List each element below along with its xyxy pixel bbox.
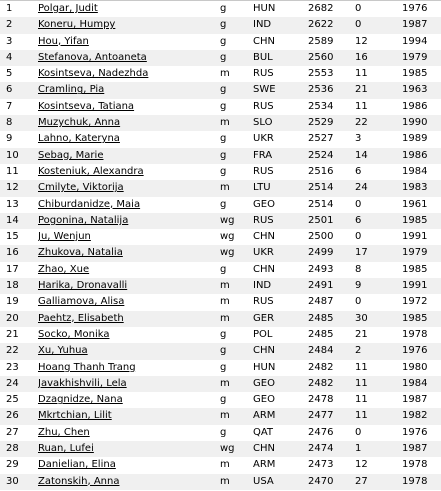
rating-cell: 2474 [308,443,334,455]
rating-cell: 2501 [308,214,334,226]
title-cell: m [220,182,230,194]
table-row [0,360,441,376]
rating-cell: 2529 [308,117,334,129]
federation-cell: QAT [253,426,274,438]
birth-year-cell: 1982 [402,410,428,422]
birth-year-cell: 1987 [402,394,428,406]
title-cell: g [220,361,227,373]
games-cell: 21 [355,84,368,96]
table-row [0,148,441,164]
name-cell [38,278,216,294]
player-name-link[interactable]: Dzagnidze, Nana [38,394,123,406]
federation-cell: GER [253,312,275,324]
rank-cell: 10 [6,149,19,161]
title-cell: g [220,263,227,275]
games-cell: 11 [355,394,368,406]
rank-cell: 30 [6,475,19,487]
birth-year-cell: 1987 [402,19,428,31]
games-cell: 0 [355,3,362,14]
player-name-link[interactable]: Hou, Yifan [38,35,89,47]
table-row [0,311,441,327]
games-cell: 11 [355,410,368,422]
games-cell: 11 [355,68,368,80]
rank-cell: 19 [6,296,19,308]
rating-cell: 2514 [308,182,334,194]
federation-cell: UKR [253,133,274,145]
rating-cell: 2622 [308,19,334,31]
name-cell [38,50,216,66]
federation-cell: HUN [253,3,276,14]
rating-cell: 2484 [308,345,334,357]
table-row [0,425,441,441]
name-cell [38,441,216,457]
rating-cell: 2493 [308,263,334,275]
name-cell [38,115,216,131]
rating-cell: 2487 [308,296,334,308]
games-cell: 30 [355,312,368,324]
birth-year-cell: 1986 [402,149,428,161]
birth-year-cell: 1976 [402,3,428,14]
player-name-link[interactable]: Kosintseva, Nadezhda [38,68,149,80]
player-name-link[interactable]: Paehtz, Elisabeth [38,312,124,324]
rank-cell: 5 [6,68,13,80]
title-cell: m [220,68,230,80]
birth-year-cell: 1984 [402,165,428,177]
player-name-link[interactable]: Muzychuk, Anna [38,117,121,129]
birth-year-cell: 1980 [402,361,428,373]
rating-cell: 2553 [308,68,334,80]
player-name-link[interactable]: Zatonskih, Anna [38,475,120,487]
games-cell: 2 [355,345,362,357]
name-cell [38,148,216,164]
games-cell: 8 [355,263,362,275]
federation-cell: CHN [253,345,275,357]
rank-cell: 3 [6,35,13,47]
table-row [0,441,441,457]
name-cell [38,408,216,424]
title-cell: g [220,426,227,438]
rank-cell: 13 [6,198,19,210]
rating-cell: 2491 [308,280,334,292]
rating-cell: 2473 [308,459,334,471]
title-cell: g [220,19,227,31]
player-name-link[interactable]: Polgar, Judit [38,3,98,14]
player-name-link[interactable]: Lahno, Kateryna [38,133,120,145]
table-row [0,262,441,278]
rating-cell: 2499 [308,247,334,259]
title-cell: m [220,117,230,129]
title-cell: g [220,198,227,210]
birth-year-cell: 1983 [402,182,428,194]
title-cell: m [220,459,230,471]
games-cell: 0 [355,296,362,308]
name-cell [38,66,216,82]
federation-cell: FRA [253,149,273,161]
rating-cell: 2482 [308,377,334,389]
federation-cell: CHN [253,231,275,243]
name-cell [38,245,216,261]
rank-cell: 4 [6,51,13,63]
title-cell: g [220,35,227,47]
games-cell: 27 [355,475,368,487]
federation-cell: GEO [253,198,275,210]
player-name-link[interactable]: Zhu, Chen [38,426,90,438]
title-cell: g [220,133,227,145]
title-cell: m [220,312,230,324]
name-cell [38,17,216,33]
games-cell: 1 [355,443,362,455]
title-cell: g [220,328,227,340]
player-name-link[interactable]: Mkrtchian, Lilit [38,410,112,422]
title-cell: wg [220,443,235,455]
name-cell [38,376,216,392]
rank-cell: 16 [6,247,19,259]
title-cell: m [220,296,230,308]
table-row [0,327,441,343]
birth-year-cell: 1984 [402,377,428,389]
player-name-link[interactable]: Ju, Wenjun [38,231,91,243]
federation-cell: GEO [253,394,275,406]
name-cell [38,392,216,408]
name-cell [38,180,216,196]
name-cell [38,34,216,50]
title-cell: g [220,345,227,357]
title-cell: g [220,165,227,177]
player-name-link[interactable]: Kosintseva, Tatiana [38,100,135,112]
name-cell [38,474,216,490]
rank-cell: 21 [6,328,19,340]
name-cell [38,99,216,115]
games-cell: 16 [355,51,368,63]
games-cell: 14 [355,149,368,161]
rating-cell: 2470 [308,475,334,487]
rank-cell: 23 [6,361,19,373]
rank-cell: 28 [6,443,19,455]
federation-cell: IND [253,19,272,31]
birth-year-cell: 1979 [402,247,428,259]
name-cell [38,229,216,245]
rating-cell: 2514 [308,198,334,210]
table-row [0,294,441,310]
games-cell: 0 [355,19,362,31]
federation-cell: SWE [253,84,276,96]
federation-cell: BUL [253,51,273,63]
birth-year-cell: 1979 [402,51,428,63]
birth-year-cell: 1976 [402,345,428,357]
games-cell: 6 [355,214,362,226]
rating-cell: 2477 [308,410,334,422]
birth-year-cell: 1985 [402,263,428,275]
rank-cell: 9 [6,133,13,145]
federation-cell: ARM [253,459,276,471]
player-name-link[interactable]: Javakhishvili, Lela [38,377,127,389]
games-cell: 11 [355,361,368,373]
name-cell [38,294,216,310]
birth-year-cell: 1994 [402,35,428,47]
title-cell: g [220,394,227,406]
rating-cell: 2536 [308,84,334,96]
table-row [0,131,441,147]
player-name-link[interactable]: Cramling, Pia [38,84,105,96]
title-cell: m [220,475,230,487]
table-row [0,180,441,196]
federation-cell: RUS [253,296,274,308]
federation-cell: LTU [253,182,271,194]
birth-year-cell: 1991 [402,280,428,292]
federation-cell: CHN [253,263,275,275]
federation-cell: RUS [253,165,274,177]
name-cell [38,343,216,359]
title-cell: wg [220,247,235,259]
table-row [0,17,441,33]
rank-cell: 6 [6,84,13,96]
games-cell: 12 [355,459,368,471]
rating-cell: 2485 [308,328,334,340]
player-name-link[interactable]: Sebag, Marie [38,149,104,161]
table-row [0,213,441,229]
games-cell: 22 [355,117,368,129]
table-row [0,34,441,50]
player-name-link[interactable]: Xu, Yuhua [38,345,88,357]
name-cell [38,131,216,147]
rating-cell: 2500 [308,231,334,243]
games-cell: 0 [355,198,362,210]
birth-year-cell: 1990 [402,117,428,129]
table-row [0,245,441,261]
table-row [0,376,441,392]
games-cell: 6 [355,165,362,177]
title-cell: m [220,410,230,422]
games-cell: 3 [355,133,362,145]
rating-cell: 2534 [308,100,334,112]
name-cell [38,360,216,376]
games-cell: 11 [355,100,368,112]
name-cell [38,327,216,343]
table-row [0,82,441,98]
rank-cell: 1 [6,3,13,14]
table-row [0,474,441,490]
name-cell [38,164,216,180]
title-cell: g [220,3,227,14]
birth-year-cell: 1987 [402,443,428,455]
rank-cell: 26 [6,410,19,422]
birth-year-cell: 1989 [402,133,428,145]
rank-cell: 24 [6,377,19,389]
rank-cell: 2 [6,19,13,31]
games-cell: 12 [355,35,368,47]
table-row [0,66,441,82]
rating-cell: 2682 [308,3,334,14]
table-row [0,197,441,213]
name-cell [38,1,216,17]
player-name-link[interactable]: Pogonina, Natalija [38,214,129,226]
title-cell: m [220,377,230,389]
federation-cell: CHN [253,443,275,455]
player-name-link[interactable]: Socko, Monika [38,328,110,340]
rank-cell: 29 [6,459,19,471]
rating-cell: 2485 [308,312,334,324]
federation-cell: CHN [253,35,275,47]
name-cell [38,311,216,327]
rating-cell: 2524 [308,149,334,161]
player-name-link[interactable]: Chiburdanidze, Maia [38,198,141,210]
games-cell: 11 [355,377,368,389]
table-row [0,99,441,115]
player-name-link[interactable]: Ruan, Lufei [38,443,94,455]
games-cell: 17 [355,247,368,259]
player-name-link[interactable]: Harika, Dronavalli [38,280,128,292]
federation-cell: RUS [253,68,274,80]
birth-year-cell: 1972 [402,296,428,308]
birth-year-cell: 1963 [402,84,428,96]
federation-cell: RUS [253,100,274,112]
rank-cell: 18 [6,280,19,292]
player-name-link[interactable]: Kosteniuk, Alexandra [38,165,144,177]
table-row [0,392,441,408]
rating-cell: 2589 [308,35,334,47]
games-cell: 0 [355,231,362,243]
title-cell: g [220,149,227,161]
rank-cell: 7 [6,100,13,112]
birth-year-cell: 1991 [402,231,428,243]
name-cell [38,425,216,441]
player-name-link[interactable]: Stefanova, Antoaneta [38,51,147,63]
name-cell [38,82,216,98]
federation-cell: RUS [253,214,274,226]
rating-cell: 2482 [308,361,334,373]
birth-year-cell: 1985 [402,312,428,324]
rating-cell: 2478 [308,394,334,406]
federation-cell: GEO [253,377,275,389]
table-row [0,229,441,245]
birth-year-cell: 1986 [402,100,428,112]
federation-cell: ARM [253,410,276,422]
birth-year-cell: 1978 [402,459,428,471]
name-cell [38,197,216,213]
federation-cell: IND [253,280,272,292]
player-name-link[interactable]: Koneru, Humpy [38,19,116,31]
title-cell: wg [220,214,235,226]
birth-year-cell: 1961 [402,198,428,210]
table-row [0,1,441,17]
rank-cell: 14 [6,214,19,226]
player-name-link[interactable]: Danielian, Elina [38,459,116,471]
rating-cell: 2516 [308,165,334,177]
games-cell: 9 [355,280,362,292]
rating-cell: 2560 [308,51,334,63]
birth-year-cell: 1985 [402,214,428,226]
federation-cell: SLO [253,117,273,129]
federation-cell: HUN [253,361,276,373]
table-row [0,278,441,294]
name-cell [38,213,216,229]
name-cell [38,262,216,278]
player-name-link[interactable]: Zhukova, Natalia [38,247,123,259]
rank-cell: 20 [6,312,19,324]
games-cell: 21 [355,328,368,340]
rank-cell: 15 [6,231,19,243]
table-row [0,343,441,359]
player-name-link[interactable]: Hoang Thanh Trang [38,361,136,373]
federation-cell: USA [253,475,274,487]
table-row [0,408,441,424]
birth-year-cell: 1978 [402,328,428,340]
rating-cell: 2476 [308,426,334,438]
name-cell [38,457,216,473]
birth-year-cell: 1985 [402,68,428,80]
federation-cell: POL [253,328,273,340]
federation-cell: UKR [253,247,274,259]
table-row [0,164,441,180]
title-cell: m [220,280,230,292]
rank-cell: 8 [6,117,13,129]
title-cell: g [220,84,227,96]
player-name-link[interactable]: Cmilyte, Viktorija [38,182,124,194]
rank-cell: 12 [6,182,19,194]
rank-cell: 22 [6,345,19,357]
title-cell: g [220,100,227,112]
birth-year-cell: 1978 [402,475,428,487]
player-name-link[interactable]: Zhao, Xue [38,263,90,275]
rank-cell: 11 [6,165,19,177]
rating-cell: 2527 [308,133,334,145]
birth-year-cell: 1976 [402,426,428,438]
table-row [0,115,441,131]
games-cell: 0 [355,426,362,438]
title-cell: g [220,51,227,63]
rank-cell: 27 [6,426,19,438]
games-cell: 24 [355,182,368,194]
table-row [0,50,441,66]
rank-cell: 17 [6,263,19,275]
player-name-link[interactable]: Galliamova, Alisa [38,296,125,308]
rank-cell: 25 [6,394,19,406]
title-cell: wg [220,231,235,243]
table-row [0,457,441,473]
